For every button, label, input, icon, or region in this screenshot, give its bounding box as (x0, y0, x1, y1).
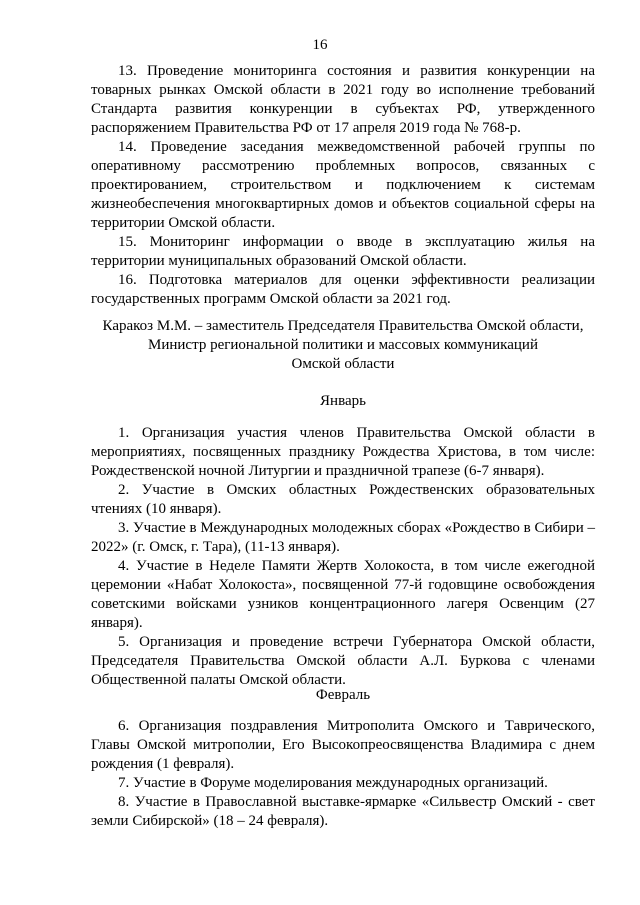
list-item: 15. Мониторинг информации о вводе в эксплуатацию жилья на территории муниципальных образований Омской области. (91, 234, 595, 269)
official-heading (91, 317, 595, 374)
list-item: 3. Участие в Международных молодежных сборах «Рождество в Сибири – 2022» (г. Омск, г. Тара), (11-13 января). (91, 520, 595, 555)
february-list (91, 717, 595, 831)
official-line-3: Омской области (291, 356, 395, 372)
list-item: 6. Организация поздравления Митрополита Омского и Таврического, Главы Омской митрополии, Его Высокопреосвященства Владимира с днем рождения (1 февраля). (91, 718, 595, 772)
page-number: 16 (312, 37, 328, 53)
official-line-2: Министр региональной политики и массовых коммуникаций (148, 337, 538, 353)
list-item: 2. Участие в Омских областных Рождественских образовательных чтениях (10 января). (91, 482, 595, 517)
list-item: 5. Организация и проведение встречи Губернатора Омской области, Председателя Правительства Омской области А.Л. Буркова с членами Общественной палаты Омской области. (91, 634, 595, 688)
list-item: 8. Участие в Православной выставке-ярмарке «Сильвестр Омский - свет земли Сибирской» (18 – 24 февраля). (91, 794, 595, 829)
list-item: 1. Организация участия членов Правительства Омской области в мероприятиях, посвященных празднику Рождества Христова, в том числе: Рождественской ночной Литургии и праздничной трапезе (6-7 января). (91, 425, 595, 479)
list-item: 7. Участие в Форуме моделирования международных организаций. (118, 775, 548, 791)
january-list (91, 424, 595, 690)
month-heading-january: Январь (320, 393, 366, 409)
list-item: 16. Подготовка материалов для оценки эффективности реализации государственных программ Омской области за 2021 год. (91, 272, 595, 307)
list-item: 13. Проведение мониторинга состояния и развития конкуренции на товарных рынках Омской области в 2021 году во исполнение требований Стандарта развития конкуренции в субъектах РФ, утвержденного распоряжением Правительства РФ от 17 апреля 2019 года № 768-р. (91, 63, 595, 136)
month-heading-february: Февраль (315, 687, 371, 703)
list-item: 4. Участие в Неделе Памяти Жертв Холокоста, в том числе ежегодной церемонии «Набат Холокоста», посвященной 77-й годовщине освобождения советскими войсками узников концентрационного лагеря Освенцим (27 января). (91, 558, 595, 631)
list-item: 14. Проведение заседания межведомственной рабочей группы по оперативному рассмотрению проблемных вопросов, связанных с проектированием, строительством и подключением к системам жизнеобеспечения многоквартирных домов и объектов социальной сферы на территории Омской области. (91, 139, 595, 231)
section-13-16 (91, 62, 595, 309)
official-line-1: Каракоз М.М. – заместитель Председателя Правительства Омской области, (102, 318, 584, 334)
